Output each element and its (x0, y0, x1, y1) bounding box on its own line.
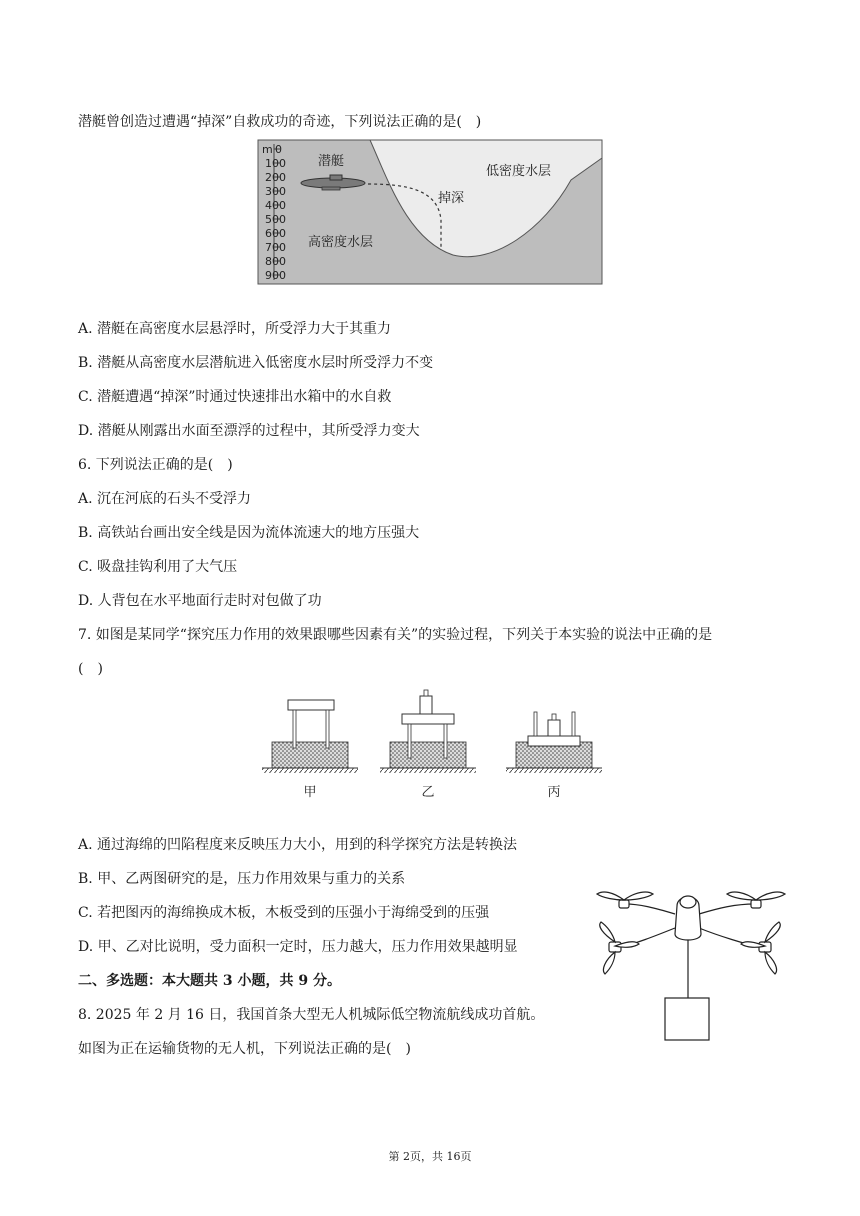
q8-line2: 如图为正在运输货物的无人机，下列说法正确的是( ) (78, 1041, 411, 1057)
setup-yi (380, 690, 476, 773)
depth-tick: 300 (265, 185, 286, 198)
depth-tick: 900 (265, 269, 286, 282)
pressure-experiment-figure (262, 686, 602, 806)
q5-option-c: C. 潜艇遭遇“掉深”时通过快速排出水箱中的水自救 (78, 389, 392, 405)
q7-option-b: B. 甲、乙两图研究的是，压力作用效果与重力的关系 (78, 871, 406, 887)
q6-option-c: C. 吸盘挂钩利用了大气压 (78, 559, 238, 575)
depth-tick: 600 (265, 227, 286, 240)
depth-tick: 0 (275, 143, 282, 156)
depth-tick: 400 (265, 199, 286, 212)
q7-option-c: C. 若把图丙的海绵换成木板，木板受到的压强小于海绵受到的压强 (78, 905, 490, 921)
q5-option-b: B. 潜艇从高密度水层潜航进入低密度水层时所受浮力不变 (78, 355, 434, 371)
label-drop: 掉深 (438, 191, 465, 206)
setup-bing (506, 712, 602, 773)
depth-tick: 700 (265, 241, 286, 254)
label-jia: 甲 (303, 785, 317, 800)
label-high-density: 高密度水层 (308, 235, 374, 250)
depth-unit: m (262, 143, 273, 156)
q8-line1: 8. 2025 年 2 月 16 日，我国首条大型无人机城际低空物流航线成功首航。 (78, 1007, 545, 1023)
label-submarine: 潜艇 (318, 154, 345, 169)
depth-tick: 200 (265, 171, 286, 184)
label-bing: 丙 (547, 785, 561, 800)
depth-tick: 800 (265, 255, 286, 268)
q5-option-a: A. 潜艇在高密度水层悬浮时，所受浮力大于其重力 (78, 321, 392, 337)
q6-option-a: A. 沉在河底的石头不受浮力 (78, 491, 252, 507)
q5-option-d: D. 潜艇从刚露出水面至漂浮的过程中，其所受浮力变大 (78, 423, 420, 439)
drone-figure (595, 886, 795, 1046)
label-yi: 乙 (421, 785, 435, 800)
q5-stem: 潜艇曾创造过遭遇“掉深”自救成功的奇迹，下列说法正确的是( ) (78, 114, 482, 130)
q7-option-a: A. 通过海绵的凹陷程度来反映压力大小，用到的科学探究方法是转换法 (78, 837, 518, 853)
q6-stem: 6. 下列说法正确的是( ) (78, 457, 233, 473)
submarine-depth-figure (258, 140, 602, 284)
cargo-box (665, 998, 709, 1040)
q7-stem-bracket: ( ) (78, 661, 103, 677)
q6-option-b: B. 高铁站台画出安全线是因为流体流速大的地方压强大 (78, 525, 420, 541)
q7-stem: 7. 如图是某同学“探究压力作用的效果跟哪些因素有关”的实验过程，下列关于本实验的说法中正确的是 (78, 627, 713, 643)
depth-tick: 500 (265, 213, 286, 226)
q6-option-d: D. 人背包在水平地面行走时对包做了功 (78, 593, 322, 609)
depth-tick: 100 (265, 157, 286, 170)
page-footer: 第 2页，共 16页 (388, 1150, 472, 1163)
label-low-density: 低密度水层 (486, 164, 552, 179)
setup-jia (262, 700, 358, 773)
section-heading: 二、多选题：本大题共 3 小题，共 9 分。 (78, 973, 341, 989)
q7-option-d: D. 甲、乙对比说明，受力面积一定时，压力越大，压力作用效果越明显 (78, 939, 518, 955)
